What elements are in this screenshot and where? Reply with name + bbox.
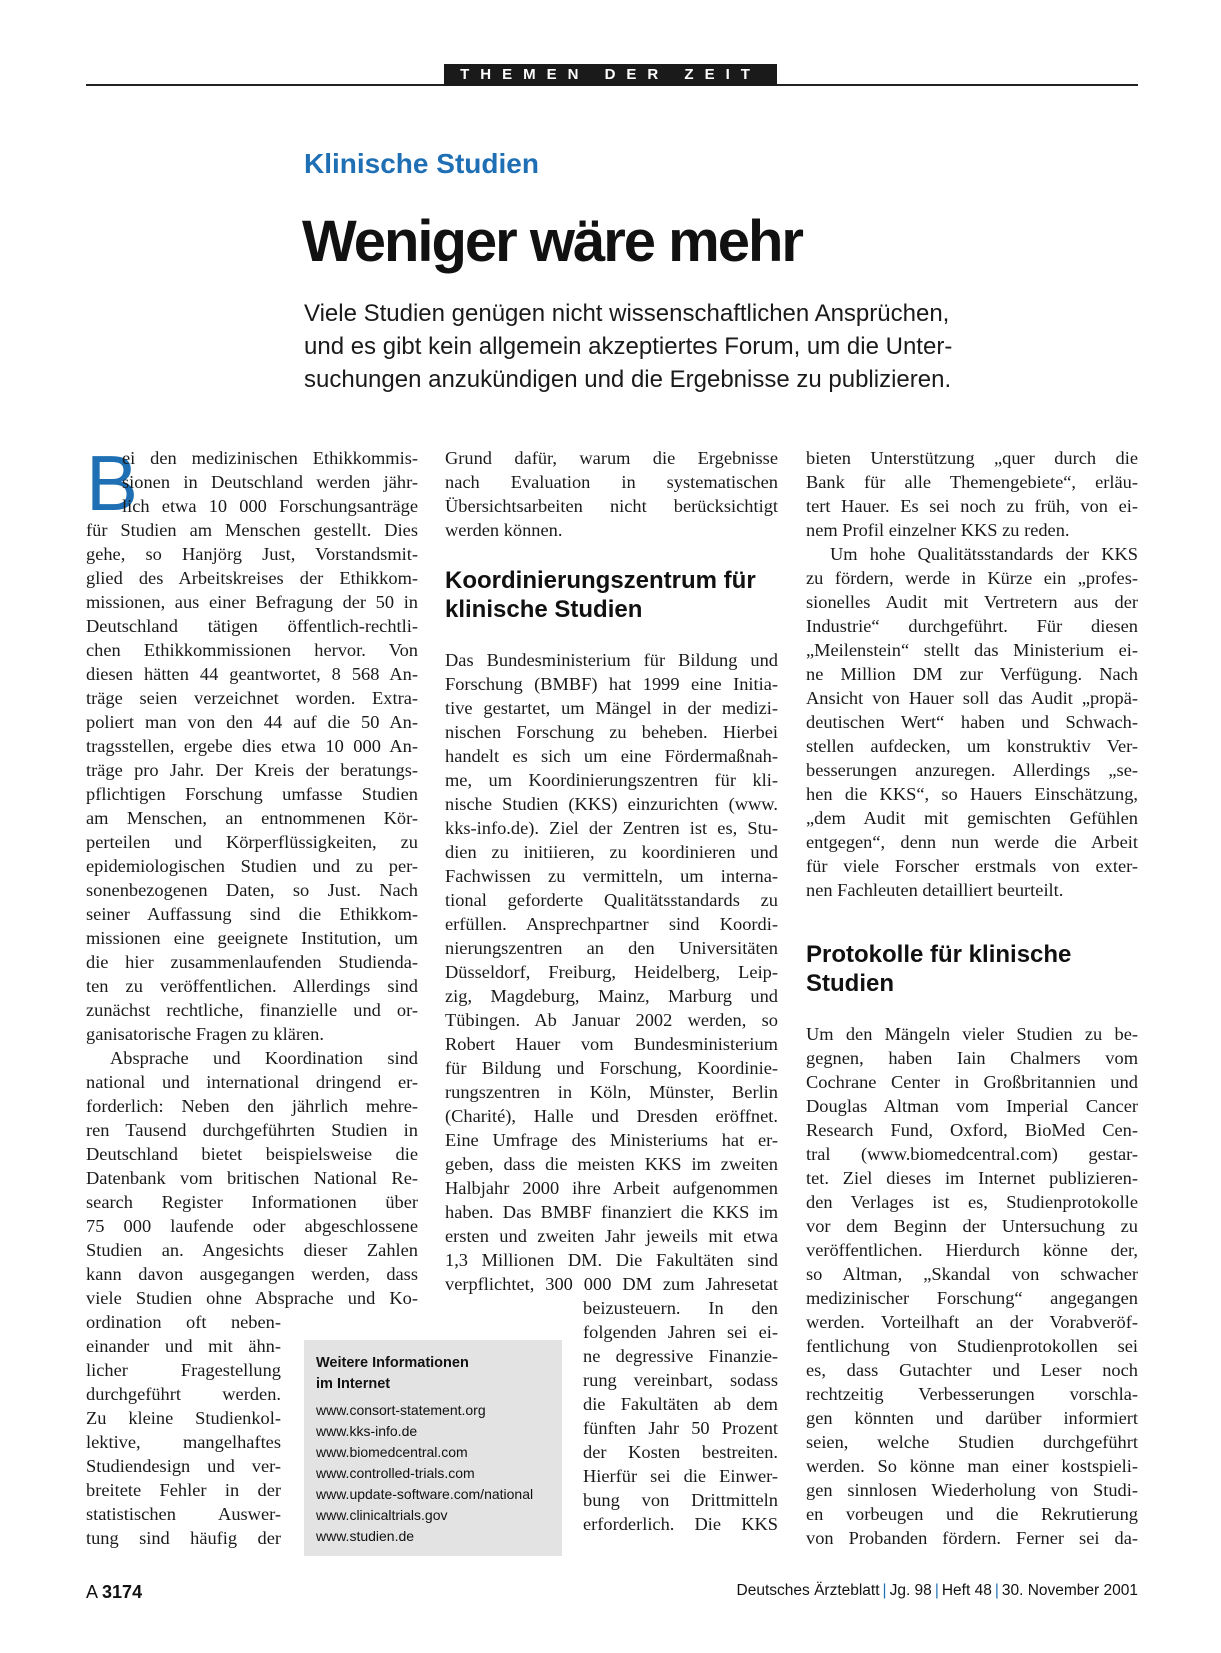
text-line: Robert Hauer vom Bundesministerium [445, 1034, 778, 1054]
text-line: ne Million DM zur Verfügung. Nach [806, 664, 1138, 684]
text-line: Forschung (BMBF) hat 1999 eine Initia- [445, 674, 778, 694]
text-line: geben, dass die meisten KKS im zweiten [445, 1154, 778, 1174]
info-box-title: im Internet [316, 1376, 391, 1392]
text-line: nem Profil einzelner KKS zu reden. [806, 520, 1070, 540]
article-deck [304, 297, 1004, 396]
text-line: tive gestartet, um Mängel in der medizi- [445, 698, 778, 718]
text-line: so Altman, „Skandal von schwacher [806, 1264, 1138, 1284]
info-box-link[interactable]: www.clinicaltrials.gov [316, 1507, 448, 1523]
info-box-title: Weitere Informationen [316, 1355, 469, 1371]
text-line: Um hohe Qualitätsstandards der KKS [830, 544, 1138, 564]
text-line: gehe, so Hanjörg Just, Vorstandsmit- [86, 544, 418, 564]
text-line: den Verlages ist es, Studienprotokolle [806, 1192, 1138, 1212]
info-box-link[interactable]: www.consort-statement.org [316, 1402, 486, 1418]
text-line: veröffentlichen. Hierdurch könne der, [806, 1240, 1138, 1260]
text-line: es, dass Gutachter und Leser noch [806, 1360, 1138, 1380]
text-line: beizusteuern. In den [583, 1298, 778, 1318]
text-line: missionen eine geeignete Institution, um [86, 928, 418, 948]
text-line: vor dem Beginn der Untersuchung zu [806, 1216, 1138, 1236]
article-headline: Weniger wäre mehr [302, 209, 803, 274]
text-line: zunächst rechtliche, finanzielle und or- [86, 1000, 418, 1020]
text-line: licher Fragestellung [86, 1360, 281, 1380]
drop-cap: B [86, 439, 139, 527]
text-line: medizinischer Forschung“ angegangen [806, 1288, 1138, 1308]
text-line: chen Ethikkommissionen hervor. Von [86, 640, 418, 660]
text-line: der Kosten bestreiten. [583, 1442, 778, 1462]
text-line: tung sind häufig der [86, 1528, 281, 1548]
text-line: die hier zusammenlaufenden Studienda- [86, 952, 418, 972]
text-line: sionelles Audit mit Vertretern aus der [806, 592, 1138, 612]
text-line: fünften Jahr 50 Prozent [583, 1418, 778, 1438]
text-line: bung von Drittmitteln [583, 1490, 778, 1510]
info-box-link[interactable]: www.controlled-trials.com [316, 1465, 475, 1481]
text-line: glied des Arbeitskreises der Ethikkom- [86, 568, 418, 588]
text-line: rungszentren in Köln, Münster, Berlin [445, 1082, 778, 1102]
section-label: THEMEN DER ZEIT [444, 64, 777, 86]
text-line: sonenbezogenen Daten, so Just. Nach [86, 880, 418, 900]
text-line: „Meilenstein“ stellt das Ministerium ei- [806, 640, 1138, 660]
text-line: lich etwa 10 000 Forschungsanträge [122, 496, 418, 516]
text-line: folgenden Jahren sei ei- [583, 1322, 778, 1342]
text-line: zu fördern, werde in Kürze ein „profes- [806, 568, 1138, 588]
text-line: search Register Informationen über [86, 1192, 418, 1212]
deck-line: suchungen anzukündigen und die Ergebnisse zu publizieren. [304, 366, 952, 393]
text-line: von Probanden fördern. Ferner sei da- [806, 1528, 1138, 1548]
text-line: me, um Koordinierungszentren für kli- [445, 770, 778, 790]
text-line: (Charité), Halle und Dresden eröffnet. [445, 1106, 778, 1126]
text-line: ne degressive Finanzie- [583, 1346, 778, 1366]
text-line: Cochrane Center in Großbritannien und [806, 1072, 1138, 1092]
text-line: pflichtigen Forschung umfasse Studien [86, 784, 418, 804]
text-line: handelt es sich um eine Fördermaßnah- [445, 746, 778, 766]
text-line: Industrie“ durchgeführt. Für diesen [806, 616, 1138, 636]
info-box-link[interactable]: www.biomedcentral.com [316, 1444, 468, 1460]
text-line: werden. Vorteilhaft an der Vorabveröf- [806, 1312, 1138, 1332]
text-line: für Bildung und Forschung, Koordinie- [445, 1058, 778, 1078]
text-line: Übersichtsarbeiten nicht berücksichtigt [445, 496, 778, 516]
text-line: tional geforderte Qualitätsstandards zu [445, 890, 778, 910]
text-line: epidemiologischen Studien und zu per- [86, 856, 418, 876]
info-box-link[interactable]: www.update-software.com/national [316, 1486, 534, 1502]
text-line: poliert man von den 44 auf die 50 An- [86, 712, 418, 732]
text-line: stellen aufdecken, um konstruktiv Ver- [806, 736, 1138, 756]
text-line: ei den medizinischen Ethikkommis- [122, 448, 418, 468]
text-line: ordination oft neben- [86, 1312, 281, 1332]
text-line: Studien an. Angesichts dieser Zahlen [86, 1240, 418, 1260]
text-line: Deutschland tätigen öffentlich-rechtli- [86, 616, 418, 636]
text-line: Bank für alle Themengebiete“, erläu- [806, 472, 1138, 492]
text-line: träge pro Jahr. Der Kreis der beratungs- [86, 760, 418, 780]
text-line: Hierfür sei die Einwer- [583, 1466, 778, 1486]
text-line: Grund dafür, warum die Ergebnisse [445, 448, 778, 468]
text-line: erforderlich. Die KKS [583, 1514, 778, 1534]
text-line: verpflichtet, 300 000 DM zum Jahresetat [445, 1274, 778, 1294]
text-line: statistischen Auswer- [86, 1504, 281, 1524]
text-line: perteilen und Körperflüssigkeiten, zu [86, 832, 418, 852]
text-line: entgegen“, denn nun werde die Arbeit [806, 832, 1138, 852]
text-line: gen könnten und darüber informiert [806, 1408, 1138, 1428]
text-line: hen die KKS“, so Hauers Einschätzung, [806, 784, 1138, 804]
text-line: ganisatorische Fragen zu klären. [86, 1024, 324, 1044]
text-line: kann davon ausgegangen werden, dass [86, 1264, 418, 1284]
text-line: ersten und zweiten Jahr jeweils mit etwa [445, 1226, 778, 1246]
text-line: 75 000 laufende oder abgeschlossene [86, 1216, 418, 1236]
text-line: fentlichung von Studienprotokollen sei [806, 1336, 1138, 1356]
text-line: tert Hauer. Es sei noch zu früh, von ei- [806, 496, 1138, 516]
text-line: tragsstellen, ergebe dies etwa 10 000 An- [86, 736, 418, 756]
text-line: besserungen anzuregen. Allerdings „se- [806, 760, 1138, 780]
text-line: Fachwissen zu vermitteln, um interna- [445, 866, 778, 886]
text-line: kks-info.de). Ziel der Zentren ist es, Stu- [445, 818, 778, 838]
text-line: nach Evaluation in systematischen [445, 472, 778, 492]
journal-date: 30. November 2001 [1001, 1582, 1138, 1599]
text-line: seien, welche Studien durchgeführt [806, 1432, 1138, 1452]
journal-info: Deutsches Ärzteblatt | Jg. 98 | Heft 48 | 30. November 2001 [736, 1582, 1138, 1599]
subhead-protokolle: Protokolle für klinische Studien [806, 941, 1072, 997]
text-line: Studiendesign und ver- [86, 1456, 281, 1476]
text-line: durchgeführt werden. [86, 1384, 281, 1404]
text-line: Das Bundesministerium für Bildung und [445, 650, 778, 670]
text-line: Halbjahr 2000 ihre Arbeit aufgenommen [445, 1178, 778, 1198]
text-line: Tübingen. Ab Januar 2002 werden, so [445, 1010, 778, 1030]
text-line: werden können. [445, 520, 563, 540]
text-line: Deutschland bietet beispielsweise die [86, 1144, 418, 1164]
text-line: gen sinnlosen Wiederholung von Studi- [806, 1480, 1138, 1500]
text-line: Zu kleine Studienkol- [86, 1408, 281, 1428]
text-line: die Fakultäten ab dem [583, 1394, 778, 1414]
text-line: gegnen, haben Iain Chalmers vom [806, 1048, 1138, 1068]
text-line: deutischen Wert“ haben und Schwach- [806, 712, 1138, 732]
text-line: en vorbeugen und die Rekrutierung [806, 1504, 1138, 1524]
article-kicker: Klinische Studien [304, 148, 539, 179]
text-line: breitete Fehler in der [86, 1480, 281, 1500]
journal-name: Deutsches Ärzteblatt [736, 1582, 880, 1599]
text-line: Um den Mängeln vieler Studien zu be- [806, 1024, 1138, 1044]
text-line: sionen in Deutschland werden jähr- [122, 472, 418, 492]
text-line: Research Fund, Oxford, BioMed Cen- [806, 1120, 1138, 1140]
deck-line: Viele Studien genügen nicht wissenschaftlichen Ansprüchen, [304, 300, 950, 327]
text-line: dien zu initiieren, zu koordinieren und [445, 842, 778, 862]
text-line: national und international dringend er- [86, 1072, 418, 1092]
text-line: rung vereinbart, sodass [583, 1370, 778, 1390]
text-line: tral (www.biomedcentral.com) gestar- [806, 1144, 1138, 1164]
info-box-link[interactable]: www.kks-info.de [316, 1423, 418, 1439]
text-line: ten zu veröffentlichen. Allerdings sind [86, 976, 418, 996]
text-line: nierungszentren an den Universitäten [445, 938, 778, 958]
text-line: nische Studien (KKS) einzurichten (www. [445, 794, 778, 814]
text-line: einander und mit ähn- [86, 1336, 281, 1356]
text-line: haben. Das BMBF finanziert die KKS im [445, 1202, 778, 1222]
info-box [304, 1340, 562, 1556]
text-line: Eine Umfrage des Ministeriums hat er- [445, 1130, 778, 1150]
text-line: lektive, mangelhaftes [86, 1432, 281, 1452]
text-line: träge seien verzeichnet worden. Extra- [86, 688, 418, 708]
text-line: missionen, aus einer Befragung der 50 in [86, 592, 418, 612]
text-line: für viele Forscher erstmals von exter- [806, 856, 1138, 876]
text-line: diesen hätten 44 geantwortet, 8 568 An- [86, 664, 418, 684]
text-line: nen Fachleuten detailliert beurteilt. [806, 880, 1064, 900]
page-number: A 3174 [86, 1582, 143, 1602]
text-line: werden. So könne man einer kostspieli- [806, 1456, 1138, 1476]
text-line: tet. Ziel dieses im Internet publizieren- [806, 1168, 1138, 1188]
text-line: zig, Magdeburg, Mainz, Marburg und [445, 986, 778, 1006]
text-line: Düsseldorf, Freiburg, Heidelberg, Leip- [445, 962, 778, 982]
text-line: viele Studien ohne Absprache und Ko- [86, 1288, 418, 1308]
text-line: am Menschen, an entnommenen Kör- [86, 808, 418, 828]
subhead-koordinierungszentrum: Koordinierungszentrum für klinische Studien [445, 567, 756, 623]
journal-volume: Jg. 98 [889, 1582, 932, 1599]
text-line: bieten Unterstützung „quer durch die [806, 448, 1138, 468]
text-line: Absprache und Koordination sind [110, 1048, 418, 1068]
text-line: erfüllen. Ansprechpartner sind Koordi- [445, 914, 778, 934]
text-line: Datenbank vom britischen National Re- [86, 1168, 418, 1188]
journal-issue: Heft 48 [941, 1582, 992, 1599]
info-box-link[interactable]: www.studien.de [316, 1528, 415, 1544]
text-line: Douglas Altman vom Imperial Cancer [806, 1096, 1138, 1116]
text-column-3 [806, 446, 1138, 1550]
text-line: forderlich: Neben den jährlich mehre- [86, 1096, 418, 1116]
text-line: nischen Forschung zu beheben. Hierbei [445, 722, 778, 742]
deck-line: und es gibt kein allgemein akzeptiertes Forum, um die Unter- [304, 333, 953, 360]
text-line: 1,3 Millionen DM. Die Fakultäten sind [445, 1250, 778, 1270]
text-line: rechtzeitig Verbesserungen vorschla- [806, 1384, 1138, 1404]
text-line: Ansicht von Hauer soll das Audit „propä- [806, 688, 1138, 708]
text-line: „dem Audit mit gemischten Gefühlen [806, 808, 1138, 828]
text-line: seiner Auffassung sind die Ethikkom- [86, 904, 418, 924]
text-line: für Studien am Menschen gestellt. Dies [86, 520, 418, 540]
text-line: ren Tausend durchgeführten Studien in [86, 1120, 418, 1140]
